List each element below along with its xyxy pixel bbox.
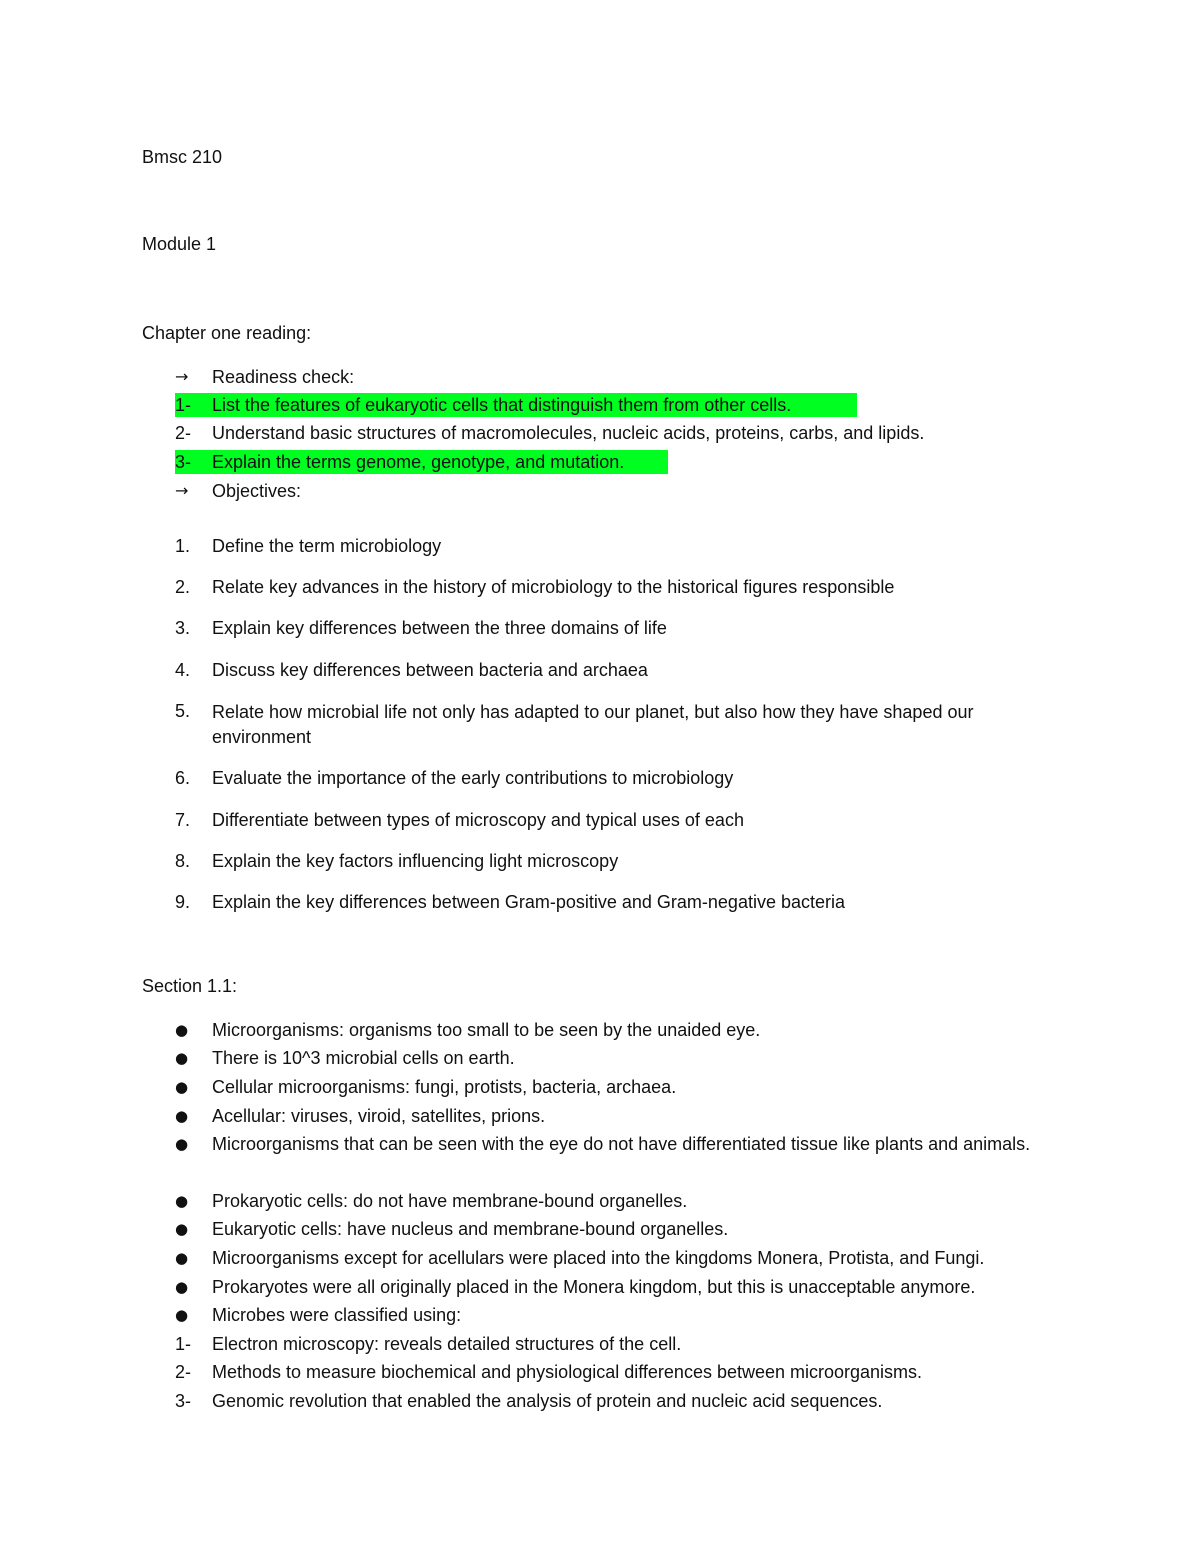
item-number: 3-	[175, 452, 192, 472]
bullet-icon: ●	[175, 1192, 189, 1210]
bullet-icon: ●	[175, 1049, 189, 1067]
item-text: Explain key differences between the three domains of life	[212, 618, 667, 638]
objectives-heading: Objectives:	[212, 481, 302, 501]
item-number: 1-	[175, 395, 192, 415]
item-text: Differentiate between types of microscopy and typical uses of each	[212, 810, 744, 830]
item-number: 2.	[175, 577, 191, 597]
item-text: Explain the key factors influencing light microscopy	[212, 851, 619, 871]
bullet-text: Cellular microorganisms: fungi, protists, bacteria, archaea.	[212, 1077, 677, 1097]
chapter-heading: Chapter one reading:	[142, 323, 312, 343]
item-number: 1-	[175, 1334, 192, 1354]
item-number: 3-	[175, 1391, 192, 1411]
item-text: Understand basic structures of macromolecules, nucleic acids, proteins, carbs, and lipids.	[212, 423, 925, 443]
bullet-text: Microorganisms that can be seen with the eye do not have differentiated tissue like plants and animals.	[212, 1134, 1031, 1154]
item-text: Electron microscopy: reveals detailed structures of the cell.	[212, 1334, 682, 1354]
item-text: Genomic revolution that enabled the analysis of protein and nucleic acid sequences.	[212, 1391, 883, 1411]
item-text: Methods to measure biochemical and physiological differences between microorganisms.	[212, 1362, 923, 1382]
item-number: 1.	[175, 536, 191, 556]
bullet-text: Prokaryotes were all originally placed in the Monera kingdom, but this is unacceptable anymore.	[212, 1277, 976, 1297]
bullet-text: Eukaryotic cells: have nucleus and membrane-bound organelles.	[212, 1219, 729, 1239]
item-number: 4.	[175, 660, 191, 680]
item-text: Discuss key differences between bacteria and archaea	[212, 660, 648, 680]
item-text: Define the term microbiology	[212, 536, 442, 556]
course-title: Bmsc 210	[142, 147, 223, 167]
bullet-icon: ●	[175, 1021, 189, 1039]
bullet-icon: ●	[175, 1135, 189, 1153]
bullet-text: Microorganisms except for acellulars were placed into the kingdoms Monera, Protista, and Fungi.	[212, 1248, 985, 1268]
bullet-text: Prokaryotic cells: do not have membrane-bound organelles.	[212, 1191, 688, 1211]
item-text: Evaluate the importance of the early contributions to microbiology	[212, 768, 734, 788]
bullet-icon: ●	[175, 1078, 189, 1096]
readiness-heading: Readiness check:	[212, 367, 355, 387]
item-number: 6.	[175, 768, 191, 788]
arrow-icon: →	[175, 481, 189, 500]
section-heading: Section 1.1:	[142, 976, 238, 996]
bullet-icon: ●	[175, 1306, 189, 1324]
bullet-text: There is 10^3 microbial cells on earth.	[212, 1048, 515, 1068]
bullet-text: Microbes were classified using:	[212, 1305, 462, 1325]
item-number: 8.	[175, 851, 191, 871]
item-number: 2-	[175, 423, 192, 443]
item-number: 9.	[175, 892, 191, 912]
item-text: Explain the terms genome, genotype, and mutation.	[212, 452, 625, 472]
bullet-icon: ●	[175, 1107, 189, 1125]
item-number: 3.	[175, 618, 191, 638]
module-title: Module 1	[142, 234, 217, 254]
item-text: Explain the key differences between Gram-positive and Gram-negative bacteria	[212, 892, 845, 912]
bullet-text: Acellular: viruses, viroid, satellites, prions.	[212, 1106, 546, 1126]
item-text: Relate how microbial life not only has adapted to our planet, but also how they have shaped our environment	[212, 702, 974, 747]
bullet-text: Microorganisms: organisms too small to be seen by the unaided eye.	[212, 1020, 761, 1040]
arrow-icon: →	[175, 367, 189, 386]
item-number: 5.	[175, 701, 191, 721]
bullet-icon: ●	[175, 1220, 189, 1238]
item-text: List the features of eukaryotic cells that distinguish them from other cells.	[212, 395, 792, 415]
bullet-icon: ●	[175, 1278, 189, 1296]
bullet-icon: ●	[175, 1249, 189, 1267]
item-number: 2-	[175, 1362, 192, 1382]
item-text: Relate key advances in the history of microbiology to the historical figures responsible	[212, 577, 895, 597]
item-number: 7.	[175, 810, 191, 830]
